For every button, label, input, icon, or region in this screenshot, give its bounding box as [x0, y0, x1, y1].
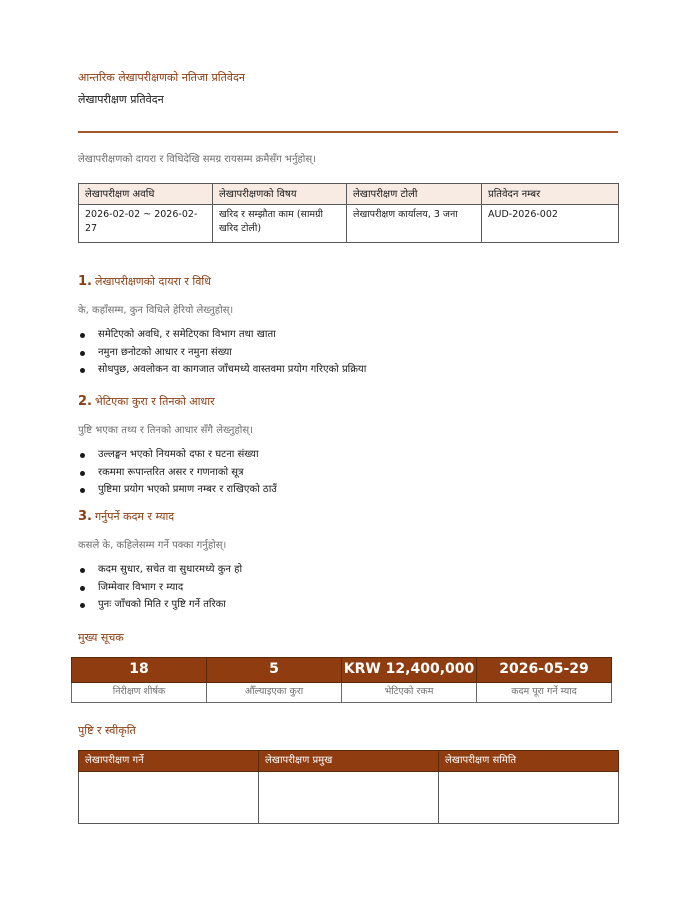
list-item: पुष्टिमा प्रयोग भएको प्रमाण नम्बर र राखिएको ठाउँ	[78, 481, 277, 499]
meta-value-period: 2026-02-02 ~ 2026-02-27	[79, 205, 213, 243]
section-1-number: 1.	[78, 274, 92, 289]
list-item: कदम सुधार, सचेत वा सुधारमध्ये कुन हो	[78, 561, 242, 579]
section-2-list	[78, 446, 277, 499]
section-3-list	[78, 561, 242, 614]
kpi-value-inspection-items: 18	[72, 658, 207, 683]
section-2-hint: पुष्टि भएका तथ्य र तिनको आधार सँगै लेख्नुहोस्।	[78, 425, 253, 436]
signoff-signature-row	[79, 772, 619, 824]
meta-header-period: लेखापरीक्षण अवधि	[79, 184, 213, 205]
meta-header-team: लेखापरीक्षण टोली	[347, 184, 482, 205]
meta-value-row	[79, 205, 619, 243]
kpi-heading: मुख्य सूचक	[78, 631, 124, 644]
kpi-table	[71, 657, 612, 703]
signoff-header-audit-head: लेखापरीक्षण प्रमुख	[259, 751, 439, 772]
section-3-title: गर्नुपर्ने कदम र म्याद	[94, 510, 175, 523]
kpi-label-inspection-items: निरीक्षण शीर्षक	[72, 683, 207, 703]
list-item: समेटिएको अवधि, र समेटिएका विभाग तथा खाता	[78, 326, 366, 344]
meta-header-row	[79, 184, 619, 205]
meta-value-team: लेखापरीक्षण कार्यालय, 3 जना	[347, 205, 482, 243]
meta-header-subject: लेखापरीक्षणको विषय	[213, 184, 347, 205]
list-item: सोधपुछ, अवलोकन वा कागजात जाँचमध्ये वास्तवमा प्रयोग गरिएको प्रक्रिया	[78, 361, 366, 379]
list-item: पुनः जाँचको मिति र पुष्टि गर्ने तरिका	[78, 596, 242, 614]
signature-box-auditor	[79, 772, 259, 824]
section-2-title: भेटिएका कुरा र तिनको आधार	[94, 395, 215, 408]
section-3-heading	[78, 509, 174, 524]
signature-box-audit-head	[259, 772, 439, 824]
section-1-hint: के, कहाँसम्म, कुन विधिले हेरियो लेख्नुहोस्।	[78, 305, 234, 316]
meta-value-subject: खरिद र सम्झौता काम (सामग्री खरिद टोली)	[213, 205, 347, 243]
section-3-hint: कसले के, कहिलेसम्म गर्ने पक्का गर्नुहोस्।	[78, 540, 227, 551]
intro-text: लेखापरीक्षणको दायरा र विधिदेखि समग्र रायसम्म क्रमैसँग भर्नुहोस्।	[78, 154, 316, 165]
kpi-label-row	[72, 683, 612, 703]
section-1-title: लेखापरीक्षणको दायरा र विधि	[94, 275, 212, 288]
section-1-heading	[78, 274, 211, 289]
signoff-header-row	[79, 751, 619, 772]
list-item: उल्लङ्घन भएको नियमको दफा र घटना संख्या	[78, 446, 277, 464]
list-item: रकममा रूपान्तरित असर र गणनाको सूत्र	[78, 464, 277, 482]
kpi-value-deadline: 2026-05-29	[477, 658, 612, 683]
kpi-value-row	[72, 658, 612, 683]
document-title: आन्तरिक लेखापरीक्षणको नतिजा प्रतिवेदन	[78, 71, 245, 84]
signoff-header-auditor: लेखापरीक्षण गर्ने	[79, 751, 259, 772]
list-item: जिम्मेवार विभाग र म्याद	[78, 579, 242, 597]
signoff-table	[78, 750, 619, 824]
document-subtitle: लेखापरीक्षण प्रतिवेदन	[78, 93, 164, 106]
section-3-number: 3.	[78, 509, 92, 524]
section-2-number: 2.	[78, 394, 92, 409]
report-meta-table	[78, 183, 619, 243]
list-item: नमुना छनोटको आधार र नमुना संख्या	[78, 344, 366, 362]
signature-box-audit-committee	[439, 772, 619, 824]
kpi-label-deadline: कदम पूरा गर्ने म्याद	[477, 683, 612, 703]
kpi-label-findings: औँल्याइएका कुरा	[207, 683, 342, 703]
meta-header-report-number: प्रतिवेदन नम्बर	[482, 184, 619, 205]
signoff-header-audit-committee: लेखापरीक्षण समिति	[439, 751, 619, 772]
section-1-list	[78, 326, 366, 379]
section-2-heading	[78, 394, 215, 409]
kpi-value-findings: 5	[207, 658, 342, 683]
kpi-value-amount: KRW 12,400,000	[342, 658, 477, 683]
kpi-label-amount: भेटिएको रकम	[342, 683, 477, 703]
header-divider	[78, 131, 618, 133]
signoff-heading: पुष्टि र स्वीकृति	[78, 724, 136, 737]
meta-value-report-number: AUD-2026-002	[482, 205, 619, 243]
